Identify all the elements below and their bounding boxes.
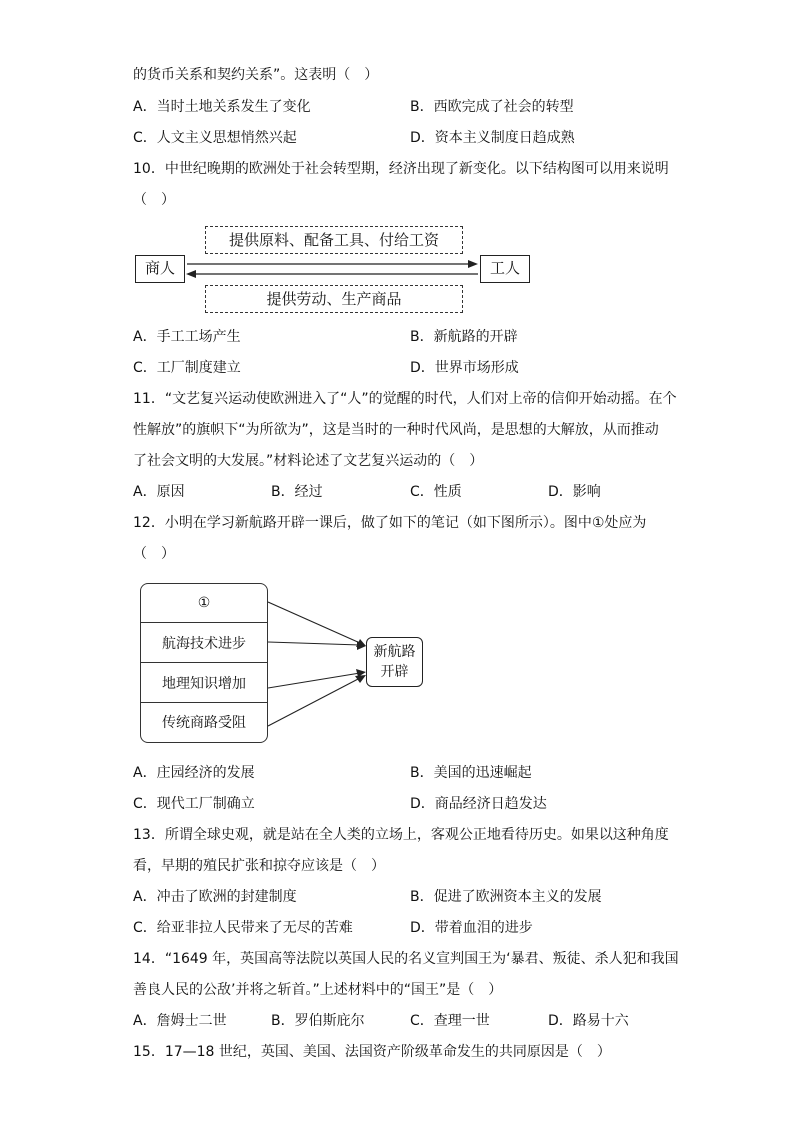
q12-option-a[interactable]: A．庄园经济的发展 bbox=[133, 765, 255, 781]
q12-cell-geography: 地理知识增加 bbox=[141, 663, 267, 703]
q10-stem-line2: （ ） bbox=[133, 192, 175, 208]
arrow-icon bbox=[355, 675, 366, 683]
q12-option-b[interactable]: B．美国的迅速崛起 bbox=[410, 765, 532, 781]
q12-stem-line1: 12．小明在学习新航路开辟一课后，做了如下的笔记（如下图所示）。图中①处应为 bbox=[133, 515, 647, 531]
q12-target-line2: 开辟 bbox=[380, 664, 409, 680]
q10-merchant-node: 商人 bbox=[135, 255, 185, 283]
q13-stem-line1: 13．所谓全球史观，就是站在全人类的立场上，客观公正地看待历史。如果以这种角度 bbox=[133, 827, 669, 843]
q9-option-d[interactable]: D．资本主义制度日趋成熟 bbox=[410, 130, 575, 146]
q12-option-d[interactable]: D．商品经济日趋发达 bbox=[410, 796, 547, 812]
q12-option-c[interactable]: C．现代工厂制确立 bbox=[133, 796, 255, 812]
q12-target-node bbox=[366, 637, 423, 687]
q11-option-a[interactable]: A．原因 bbox=[133, 484, 185, 500]
q10-top-label: 提供原料、配备工具、付给工资 bbox=[205, 226, 463, 254]
q12-cell-blank: ① bbox=[141, 584, 267, 623]
q11-option-d[interactable]: D．影响 bbox=[548, 484, 601, 500]
q9-stem: 的货币关系和契约关系”。这表明（ ） bbox=[133, 67, 379, 83]
q12-stem-line2: （ ） bbox=[133, 546, 175, 562]
q13-option-b[interactable]: B．促进了欧洲资本主义的发展 bbox=[410, 889, 602, 905]
q15-stem-line1: 15．17—18 世纪，英国、美国、法国资产阶级革命发生的共同原因是（ ） bbox=[133, 1044, 611, 1060]
q13-option-c[interactable]: C．给亚非拉人民带来了无尽的苦难 bbox=[133, 920, 353, 936]
q10-option-a[interactable]: A．手工工场产生 bbox=[133, 329, 241, 345]
q11-stem-line1: 11．“文艺复兴运动使欧洲进入了“人”的觉醒的时代，人们对上帝的信仰开始动摇。在个 bbox=[133, 391, 677, 407]
q9-option-a[interactable]: A．当时土地关系发生了变化 bbox=[133, 99, 311, 115]
q12-arrows bbox=[268, 595, 368, 735]
q12-cell-navigation: 航海技术进步 bbox=[141, 623, 267, 663]
q11-stem-line3: 了社会文明的大发展。”材料论述了文艺复兴运动的（ ） bbox=[133, 453, 484, 469]
q12-target-line1: 新航路 bbox=[373, 644, 416, 660]
q10-option-b[interactable]: B．新航路的开辟 bbox=[410, 329, 518, 345]
q11-option-c[interactable]: C．性质 bbox=[410, 484, 462, 500]
q14-stem-line2: 善良人民的公敌’并将之斩首。”上述材料中的“国王”是（ ） bbox=[133, 982, 503, 998]
arrow-right-icon bbox=[468, 260, 478, 268]
q14-stem-line1: 14．“1649 年，英国高等法院以英国人民的名义宣判国王为‘暴君、叛徒、杀人犯和我国 bbox=[133, 951, 679, 967]
q9-option-c[interactable]: C．人文主义思想悄然兴起 bbox=[133, 130, 297, 146]
q10-bottom-label: 提供劳动、生产商品 bbox=[205, 285, 463, 313]
q10-option-d[interactable]: D．世界市场形成 bbox=[410, 360, 519, 376]
q12-cause-list bbox=[140, 583, 268, 743]
q12-cell-trade-route: 传统商路受阻 bbox=[162, 715, 246, 731]
q10-arrows bbox=[185, 255, 480, 283]
q14-option-d[interactable]: D．路易十六 bbox=[548, 1013, 629, 1029]
q14-option-c[interactable]: C．查理一世 bbox=[410, 1013, 490, 1029]
q13-stem-line2: 看，早期的殖民扩张和掠夺应该是（ ） bbox=[133, 858, 385, 874]
q14-option-a[interactable]: A．詹姆士二世 bbox=[133, 1013, 227, 1029]
q11-option-b[interactable]: B．经过 bbox=[271, 484, 323, 500]
arrow-left-icon bbox=[186, 270, 196, 278]
q13-option-a[interactable]: A．冲击了欧洲的封建制度 bbox=[133, 889, 297, 905]
q13-option-d[interactable]: D．带着血泪的进步 bbox=[410, 920, 533, 936]
q10-worker-node: 工人 bbox=[480, 255, 530, 283]
q10-stem-line1: 10．中世纪晚期的欧洲处于社会转型期，经济出现了新变化。以下结构图可以用来说明 bbox=[133, 161, 669, 177]
q11-stem-line2: 性解放”的旗帜下“为所欲为”，这是当时的一种时代风尚，是思想的大解放，从而推动 bbox=[133, 422, 659, 438]
q10-option-c[interactable]: C．工厂制度建立 bbox=[133, 360, 241, 376]
q14-option-b[interactable]: B．罗伯斯庇尔 bbox=[271, 1013, 365, 1029]
q9-option-b[interactable]: B．西欧完成了社会的转型 bbox=[410, 99, 574, 115]
